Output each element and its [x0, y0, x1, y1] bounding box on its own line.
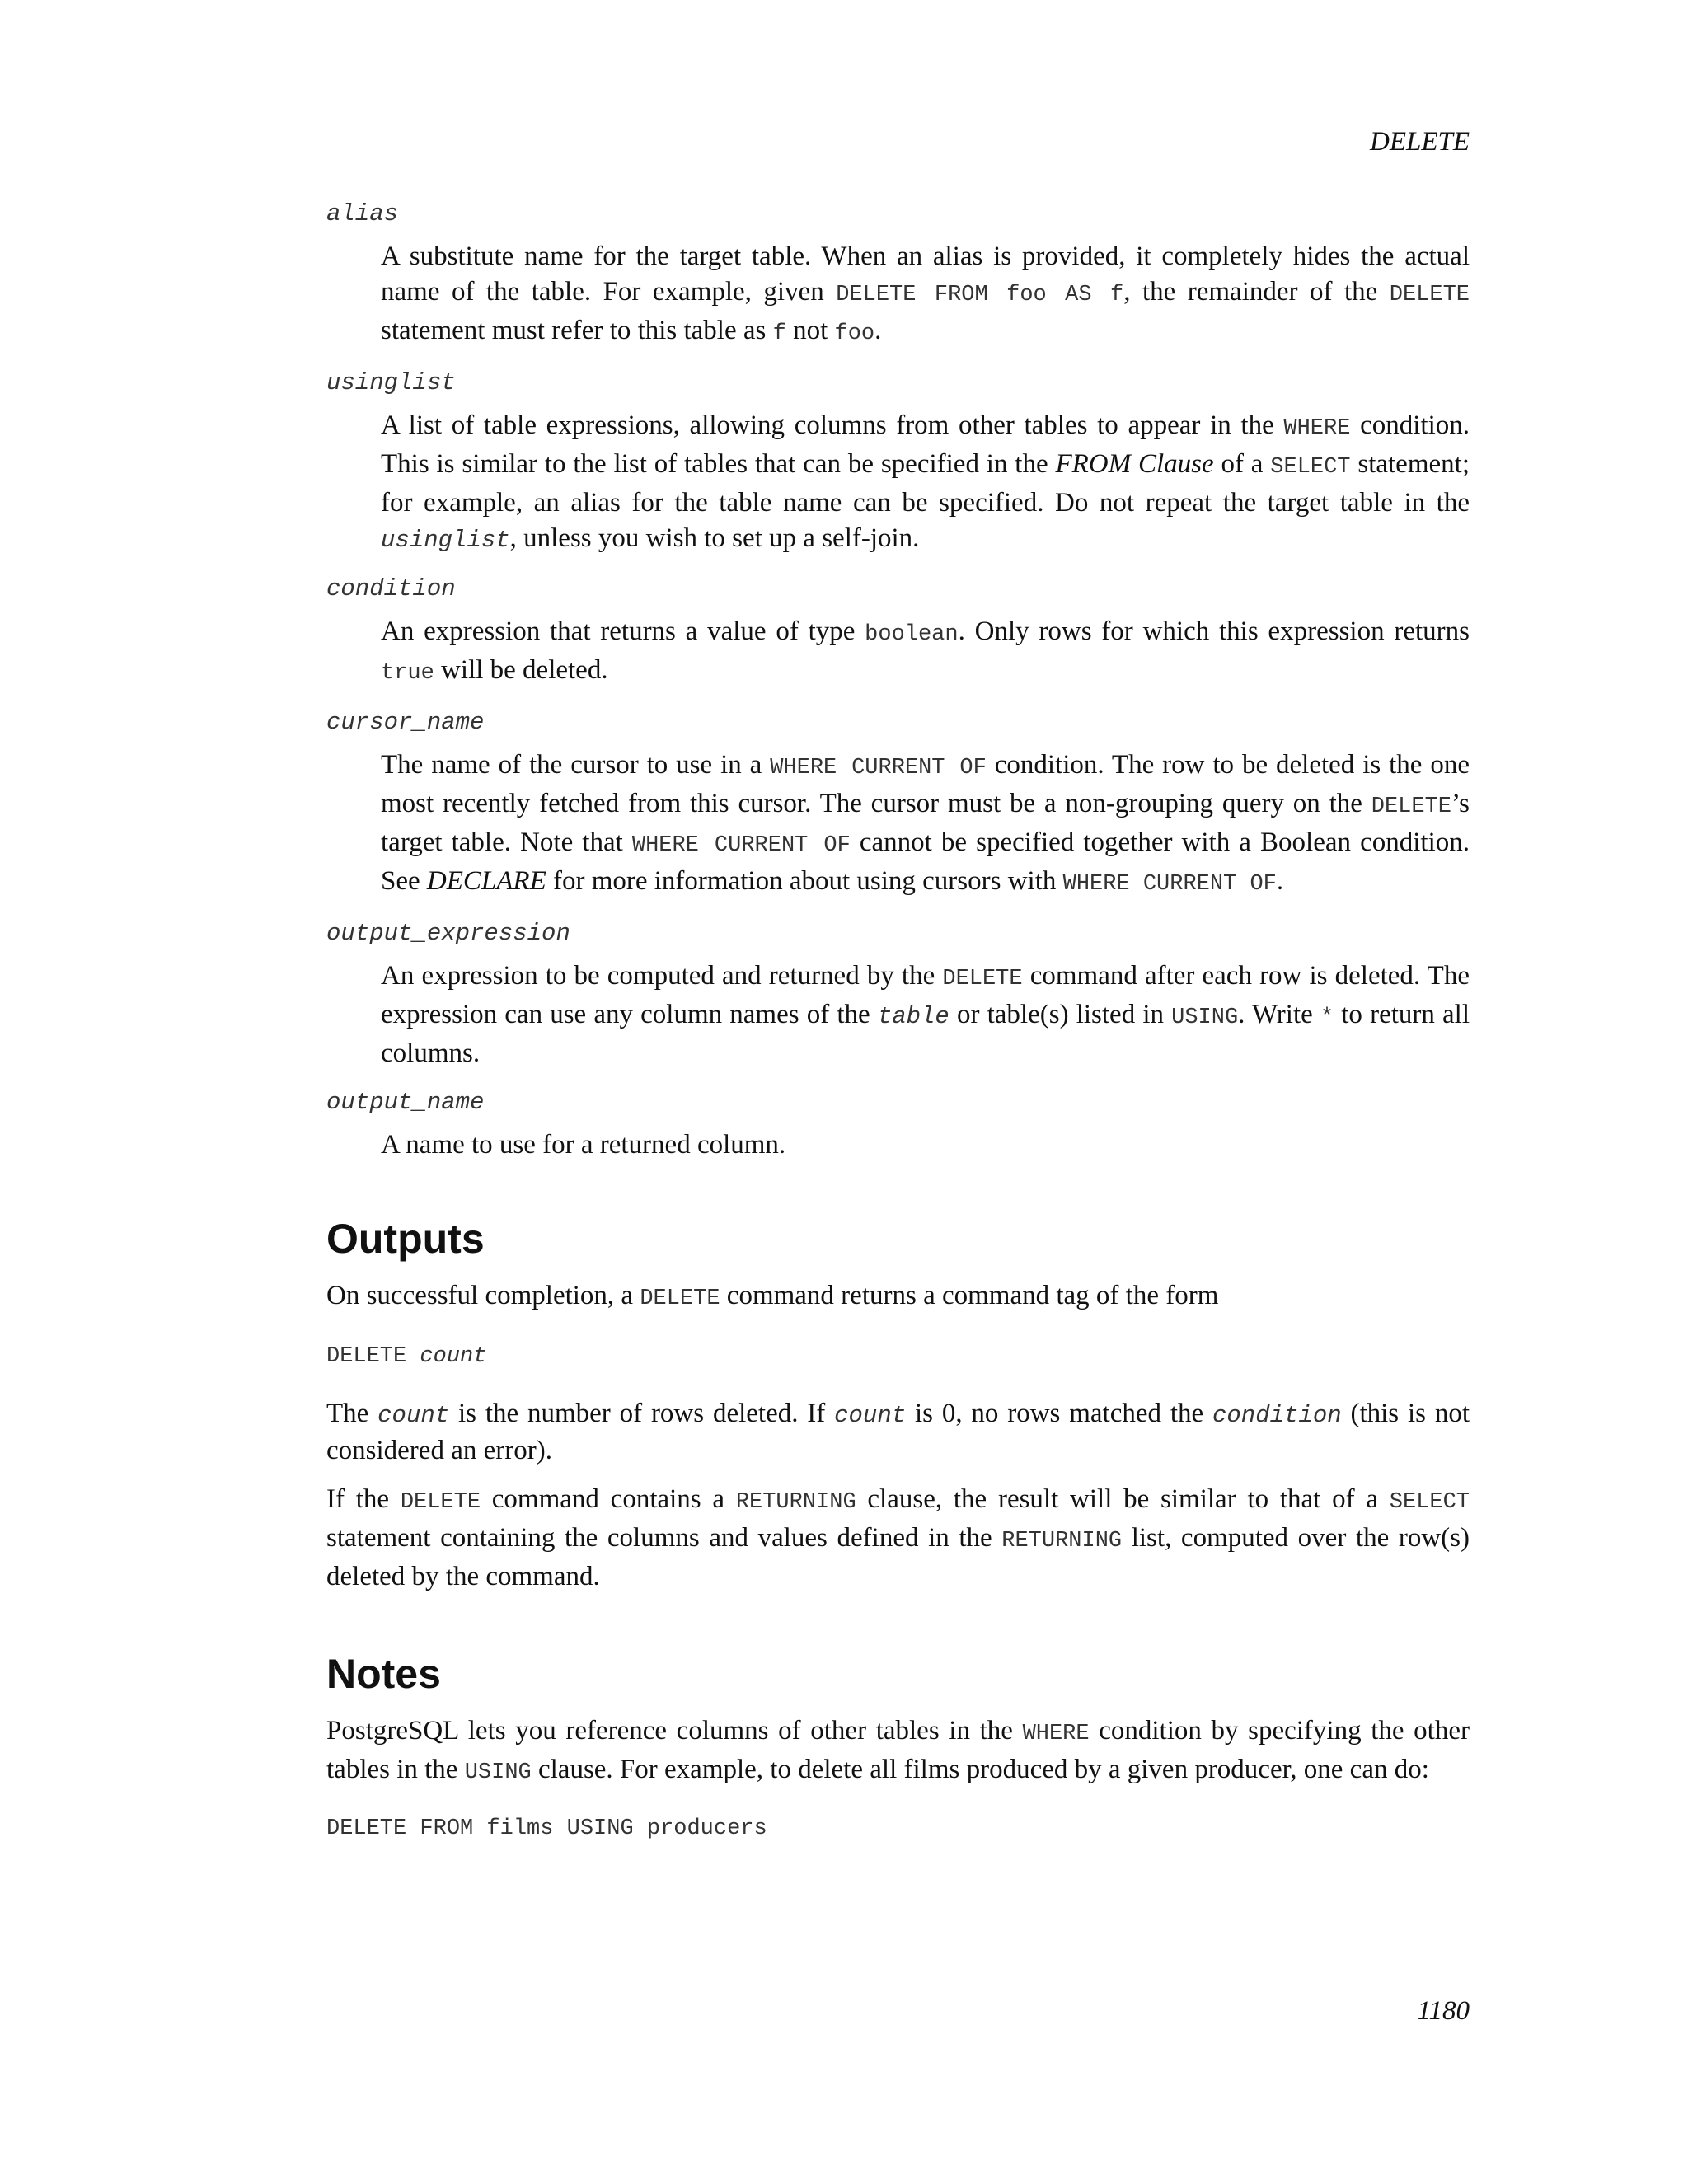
param-term-condition: condition	[326, 575, 456, 602]
outputs-code-block: DELETE count	[326, 1344, 487, 1369]
param-def-output-expression: An expression to be computed and returned by the DELETE command after each row is deleted. The expression can use any column names of the table or table(s) listed in USING. Write * to return all columns.	[381, 961, 1470, 1068]
param-term-usinglist: usinglist	[326, 369, 456, 396]
link-from-clause[interactable]: FROM Clause	[1055, 449, 1214, 479]
running-header: DELETE	[1369, 127, 1470, 157]
param-term-output-expression: output_expression	[326, 920, 570, 947]
outputs-paragraph-1: On successful completion, a DELETE command returns a command tag of the form	[326, 1281, 1219, 1311]
section-heading-outputs: Outputs	[326, 1216, 485, 1262]
section-heading-notes: Notes	[326, 1651, 441, 1697]
document-page	[326, 0, 1470, 2184]
outputs-paragraph-3: If the DELETE command contains a RETURNING clause, the result will be similar to that of a SELECT statement containing the columns and values defined in the RETURNING list, computed over the row(s) deleted by the command.	[326, 1484, 1470, 1591]
link-declare[interactable]: DECLARE	[426, 866, 546, 896]
page-content	[326, 198, 1470, 1845]
param-def-output-name: A name to use for a returned column.	[381, 1130, 786, 1160]
param-def-usinglist: A list of table expressions, allowing columns from other tables to appear in the WHERE condition. This is similar to the list of tables that can be specified in the FROM Clause of a SELECT statement; for example, an alias for the table name can be specified. Do not repeat the target table in the usinglist, unless you wish to set up a self-join.	[381, 410, 1470, 554]
param-def-cursor-name: The name of the cursor to use in a WHERE CURRENT OF condition. The row to be deleted is the one most recently fetched from this cursor. The cursor must be a non-grouping query on the DELETE’s target table. Note that WHERE CURRENT OF cannot be specified together with a Boolean condition. See DECLARE for more information about using cursors with WHERE CURRENT OF.	[381, 750, 1470, 897]
param-term-cursor-name: cursor_name	[326, 709, 485, 736]
page-number: 1180	[1417, 1996, 1470, 2026]
param-term-alias: alias	[326, 200, 399, 227]
notes-code-block: DELETE FROM films USING producers	[326, 1816, 767, 1841]
param-def-alias: A substitute name for the target table. When an alias is provided, it completely hides the actual name of the table. For example, given DELETE FROM foo AS f, the remainder of the DELETE statement must refer to this table as f not foo.	[381, 241, 1470, 346]
notes-paragraph-1: PostgreSQL lets you reference columns of other tables in the WHERE condition by specifying the other tables in the USING clause. For example, to delete all films produced by a given producer, one can do:	[326, 1716, 1470, 1785]
param-def-condition: An expression that returns a value of type boolean. Only rows for which this expression returns true will be deleted.	[381, 616, 1470, 686]
param-term-output-name: output_name	[326, 1089, 485, 1116]
outputs-paragraph-2: The count is the number of rows deleted. If count is 0, no rows matched the condition (this is not considered an error).	[326, 1399, 1470, 1465]
